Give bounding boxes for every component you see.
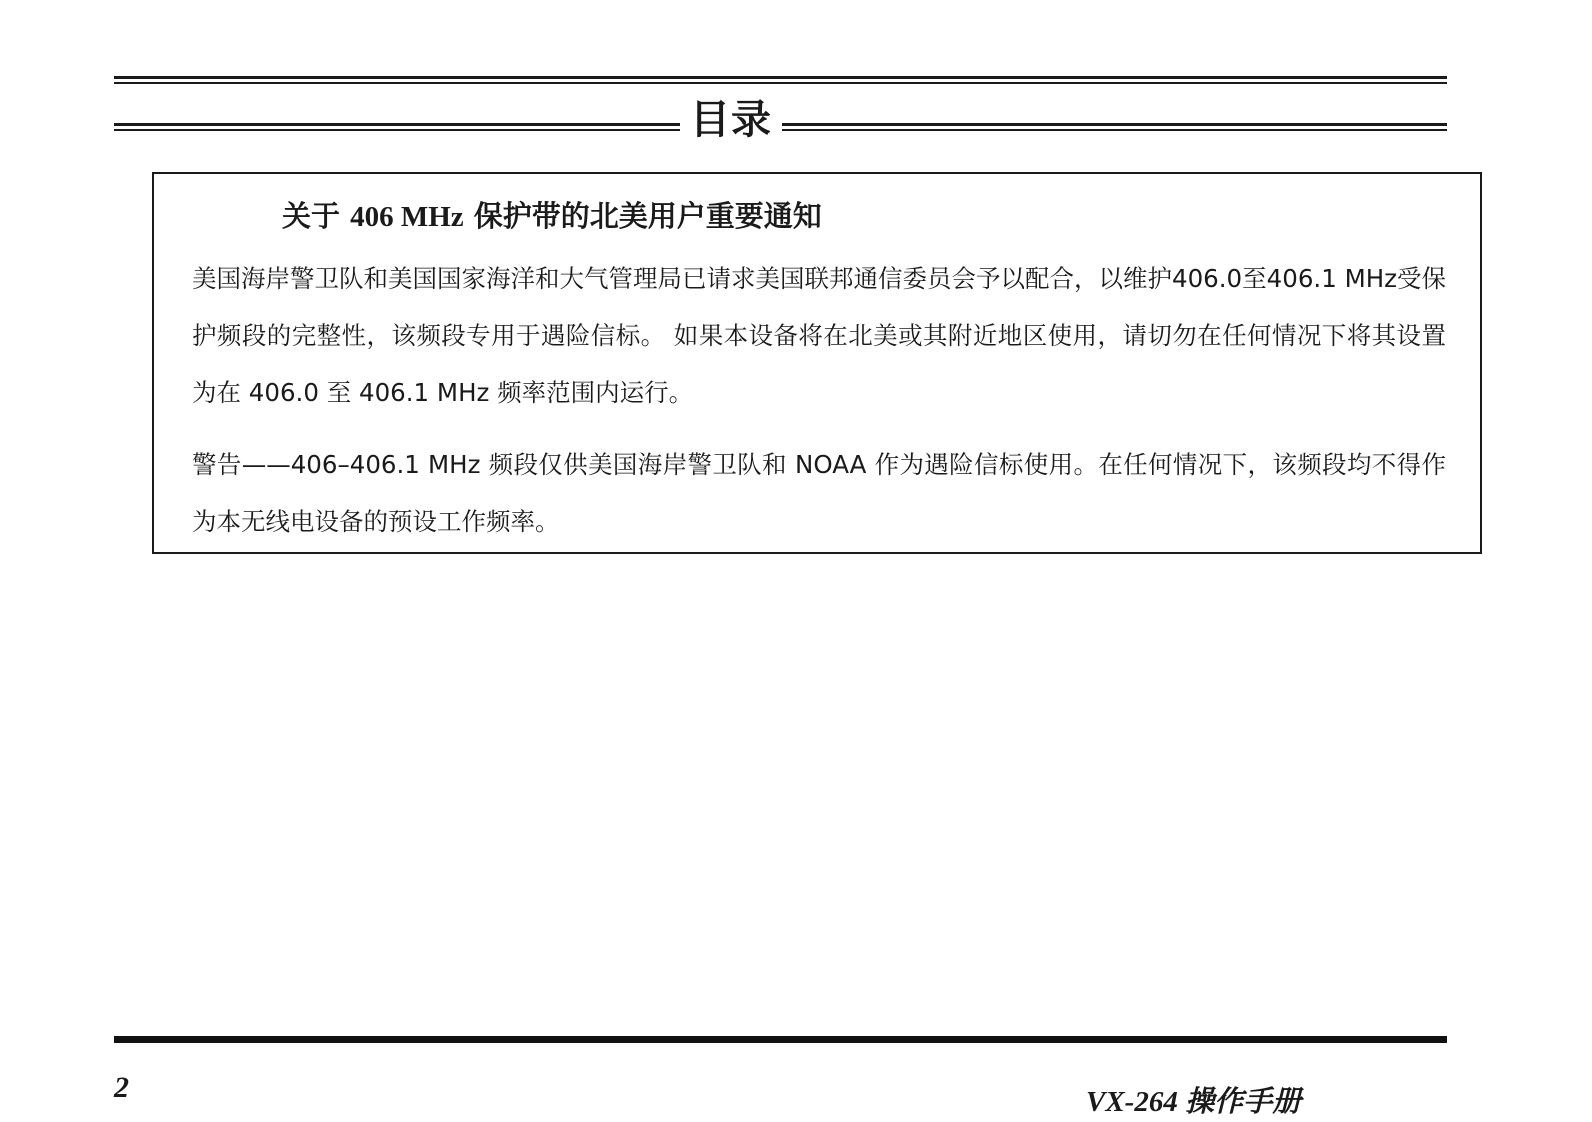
header-rule-top [114, 76, 1447, 79]
warning-paragraph: 警告——406–406.1 MHz 频段仅供美国海岸警卫队和 NOAA 作为遇险信标使用。在任何情况下，该频段均不得作为本无线电设备的预设工作频率。 [192, 450, 1446, 536]
notice-heading [282, 196, 822, 237]
footer-rule [114, 1036, 1447, 1043]
notice-paragraph: 美国海岸警卫队和美国国家海洋和大气管理局已请求美国联邦通信委员会予以配合，以维护406.0至406.1 MHz受保护频段的完整性，该频段专用于遇险信标。 如果本设备将在北美或其附近地区使用，请切勿在任何情况下将其设置为在 406.0 至 406.1 MHz 频率范围内运行。 [192, 264, 1446, 407]
page-title: 目录 [680, 96, 782, 144]
notice-box [152, 172, 1482, 554]
manual-title: VX-264 操作手册 [1086, 1086, 1302, 1118]
notice-heading-prefix: 关于 [282, 199, 351, 233]
notice-heading-frequency: 406 MHz [350, 201, 464, 233]
notice-heading-suffix: 保护带的北美用户重要通知 [463, 199, 822, 233]
page-number: 2 [114, 1071, 129, 1104]
header-rule-top-inner [114, 82, 1447, 84]
